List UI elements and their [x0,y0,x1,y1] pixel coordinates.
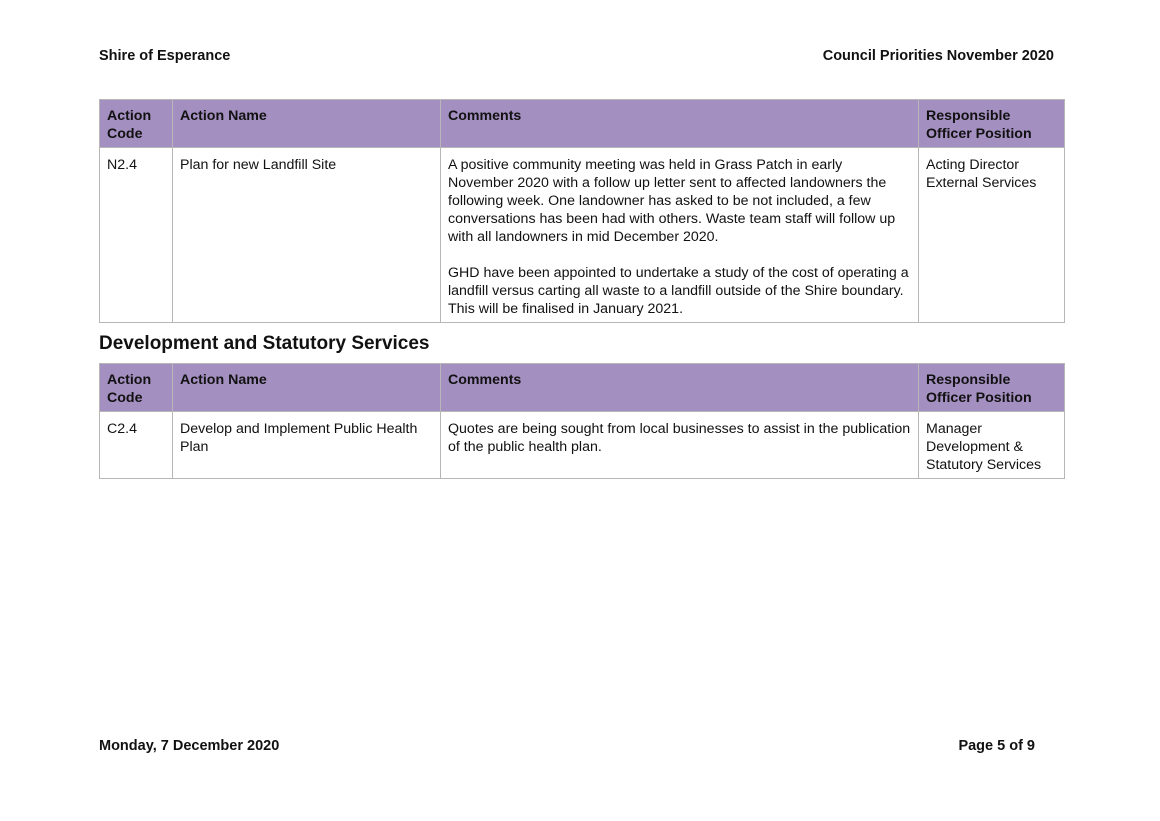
comment-paragraph: Quotes are being sought from local businesses to assist in the publication of the public health plan. [448,421,911,455]
comment-paragraph: A positive community meeting was held in Grass Patch in early November 2020 with a follow up letter sent to affected landowners the following week. One landowner has asked to be not included, a few conversations has been had with others. Waste team staff will follow up with all landowners in mid December 2020. [448,157,896,245]
col-comments: Comments [441,100,919,148]
action-name: Plan for new Landfill Site [173,148,441,323]
responsible-officer: Acting Director External Services [919,148,1065,323]
priorities-table-external [99,99,1065,323]
comments-cell [441,148,919,323]
comment-paragraph: GHD have been appointed to undertake a study of the cost of operating a landfill versus carting all waste to a landfill outside of the Shire boundary. This will be finalised in January 2021. [448,265,909,317]
col-responsible-officer: Responsible Officer Position [919,364,1065,412]
col-action-name: Action Name [173,100,441,148]
section-title: Development and Statutory Services [99,333,430,354]
col-action-name: Action Name [173,364,441,412]
table-row [100,412,1065,479]
comments-cell [441,412,919,479]
col-responsible-officer: Responsible Officer Position [919,100,1065,148]
col-comments: Comments [441,364,919,412]
priorities-table-development [99,363,1065,479]
footer-page-number: Page 5 of 9 [958,738,1035,754]
header-organization: Shire of Esperance [99,48,231,64]
table-header-row [100,364,1065,412]
col-action-code: Action Code [100,100,173,148]
table-row [100,148,1065,323]
action-code: N2.4 [100,148,173,323]
table-header-row [100,100,1065,148]
col-action-code: Action Code [100,364,173,412]
action-name: Develop and Implement Public Health Plan [173,412,441,479]
footer-date: Monday, 7 December 2020 [99,738,280,754]
responsible-officer: Manager Development & Statutory Services [919,412,1065,479]
header-report-title: Council Priorities November 2020 [822,48,1054,64]
action-code: C2.4 [100,412,173,479]
